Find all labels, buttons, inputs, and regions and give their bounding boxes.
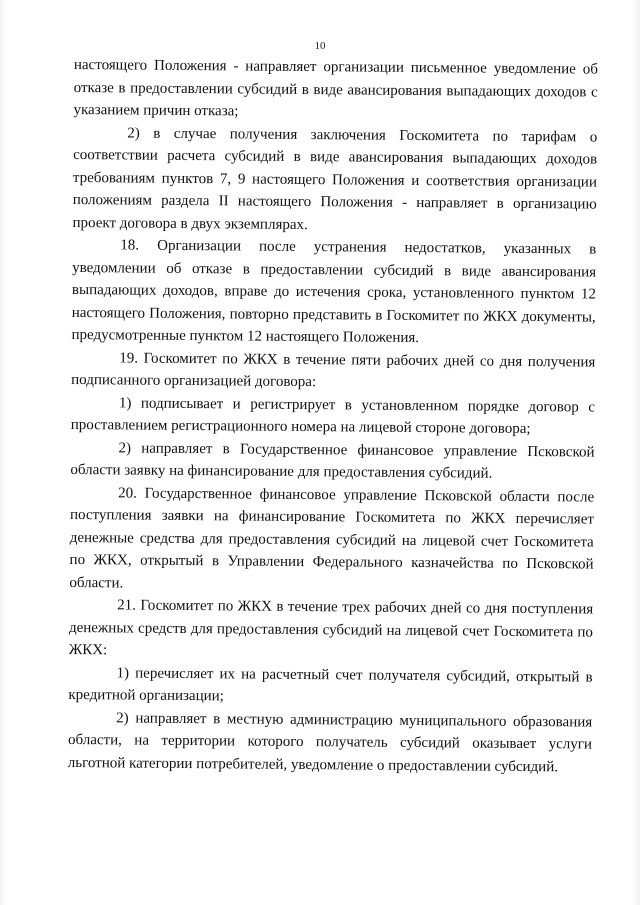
page-number: 10: [314, 40, 326, 52]
paragraph-21-item-2: 2) направляет в местную администрацию муниципального образования области, на территории которого получатель субсидий оказывает услуги льготной категории потребителей, уведомление о предоставлении субсидий.: [67, 709, 593, 775]
document-body: [68, 54, 598, 779]
paragraph-19-item-1: 1) подписывает и регистрирует в установленном порядке договор с проставлением регистрационного номера на лицевой стороне договора;: [70, 394, 596, 437]
paragraph-21: 21. Госкомитет по ЖКХ в течение трех рабочих дней со дня поступления денежных средств для предоставления субсидий на лицевой счет Госкомитета по ЖКХ:: [68, 597, 594, 659]
paragraph-item-2: 2) в случае получения заключения Госкомитета по тарифам о соответствии расчета субсидий в виде авансирования выпадающих доходов требованиям пунктов 7, 9 настоящего Положения и соответствия организации положениям раздела II настоящего Положения - направляет в организацию проект договора в двух экземплярах.: [72, 124, 598, 233]
paragraph-18: 18. Организации после устранения недостатков, указанных в уведомлении об отказе в предоставлении субсидий в виде авансирования выпадающих доходов, вправе до истечения срока, установленного пунктом 12 настоящего Положения, повторно представить в Госкомитет по ЖКХ документы, предусмотренные пунктом 12 настоящего Положения.: [71, 237, 597, 347]
paragraph-20: 20. Государственное финансовое управление Псковской области после поступления заявки на финансирование Госкомитета по ЖКХ перечисляет денежные средства для предоставления субсидий на лицевой счет Госкомитета по ЖКХ, открытый в Управлении Федерального казначейства по Псковской области.: [69, 484, 595, 591]
paragraph-19: 19. Госкомитет по ЖКХ в течение пяти рабочих дней со дня получения подписанного организацией договора:: [71, 349, 596, 391]
paragraph-19-item-2: 2) направляет в Государственное финансовое управление Псковской области заявку на финансирование для предоставления субсидий.: [70, 439, 595, 482]
paragraph-continuation: настоящего Положения - направляет организации письменное уведомление об отказе в предоставлении субсидий в виде авансирования выпадающих доходов с указанием причин отказа;: [73, 56, 598, 120]
paragraph-21-item-1: 1) перечисляет их на расчетный счет получателя субсидий, открытый в кредитной организации;: [68, 664, 593, 705]
